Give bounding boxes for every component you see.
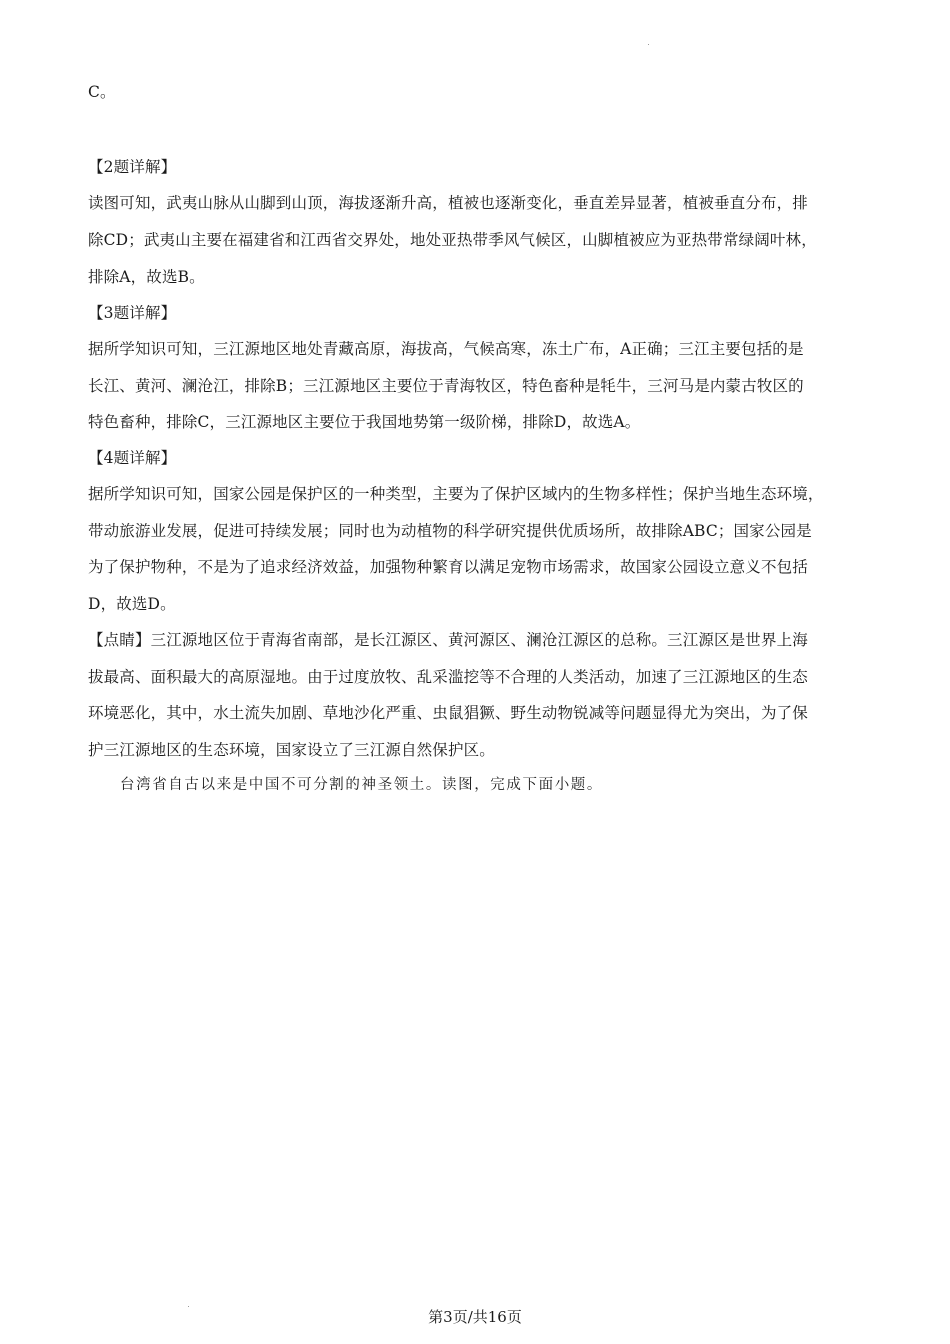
- q4-heading: 【4题详解】: [88, 449, 177, 467]
- q3-line-2: 长江、黄河、澜沧江，排除B；三江源地区主要位于青海牧区，特色畜种是牦牛，三河马是内蒙古牧区的: [88, 377, 804, 395]
- q3-heading: 【3题详解】: [88, 304, 177, 322]
- scan-dot: [648, 44, 649, 45]
- q4-line-4: D，故选D。: [88, 595, 176, 613]
- next-question-intro: 台湾省自古以来是中国不可分割的神圣领土。读图，完成下面小题。: [120, 777, 603, 793]
- q2-heading: 【2题详解】: [88, 158, 177, 176]
- q2-line-1: 读图可知，武夷山脉从山脚到山顶，海拔逐渐升高，植被也逐渐变化，垂直差异显著，植被垂直分布，排: [88, 194, 808, 212]
- q4-line-3: 为了保护物种，不是为了追求经济效益，加强物种繁育以满足宠物市场需求，故国家公园设立意义不包括: [88, 558, 808, 576]
- q4-line-1: 据所学知识可知，国家公园是保护区的一种类型，主要为了保护区域内的生物多样性；保护当地生态环境，: [88, 485, 824, 503]
- page-number: 第3页/共16页: [428, 1308, 522, 1326]
- q4-line-2: 带动旅游业发展，促进可持续发展；同时也为动植物的科学研究提供优质场所，故排除ABC；国家公园是: [88, 522, 812, 540]
- tip-line-2: 拔最高、面积最大的高原湿地。由于过度放牧、乱采滥挖等不合理的人类活动，加速了三江源地区的生态: [88, 668, 808, 686]
- tip-line-1: 【点睛】三江源地区位于青海省南部，是长江源区、黄河源区、澜沧江源区的总称。三江源区是世界上海: [88, 631, 808, 649]
- answer-c: C。: [88, 83, 116, 101]
- q3-line-3: 特色畜种，排除C，三江源地区主要位于我国地势第一级阶梯，排除D，故选A。: [88, 413, 641, 431]
- q3-line-1: 据所学知识可知，三江源地区地处青藏高原，海拔高，气候高寒，冻土广布，A正确；三江主要包括的是: [88, 340, 804, 358]
- q2-line-2: 除CD；武夷山主要在福建省和江西省交界处，地处亚热带季风气候区，山脚植被应为亚热带常绿阔叶林，: [88, 231, 817, 249]
- tip-line-4: 护三江源地区的生态环境，国家设立了三江源自然保护区。: [88, 741, 495, 759]
- tip-line-3: 环境恶化，其中，水土流失加剧、草地沙化严重、虫鼠猖獗、野生动物锐减等问题显得尤为突出，为了保: [88, 704, 808, 722]
- q2-line-3: 排除A，故选B。: [88, 268, 205, 286]
